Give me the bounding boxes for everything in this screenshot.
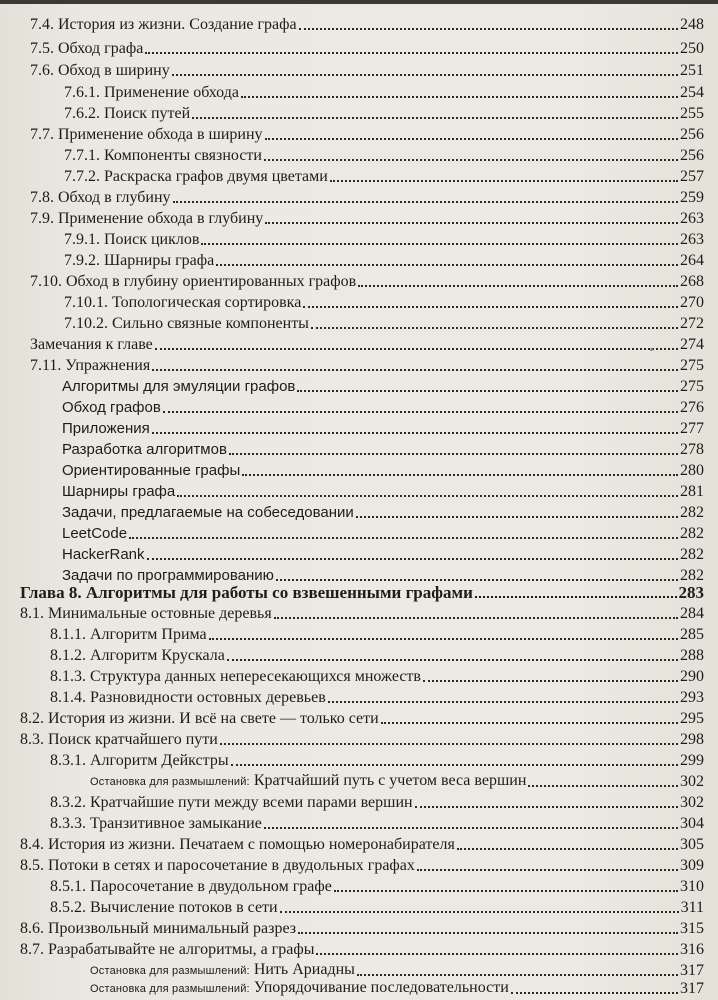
toc-entry-page: 263: [680, 210, 704, 227]
leader-dots: [423, 680, 678, 682]
reflection-title: Упорядочивание последовательности: [253, 979, 509, 996]
toc-entry: [62, 416, 704, 438]
toc-entry-page: 288: [680, 647, 704, 664]
leader-dots: [229, 453, 678, 455]
leader-dots: [274, 617, 678, 619]
leader-dots: [192, 117, 678, 119]
toc-entry-page: 317: [680, 962, 704, 979]
toc-entry-page: 316: [680, 941, 704, 958]
leader-dots: [298, 932, 678, 934]
toc-entry-page: 276: [680, 399, 704, 416]
toc-entry-title: Глава 8. Алгоритмы для работы со взвешенными графами: [20, 583, 473, 602]
leader-dots: [129, 537, 678, 539]
toc-entry-reflection: [90, 769, 704, 791]
toc-entry-title: 7.7.2. Раскраска графов двумя цветами: [64, 168, 328, 185]
leader-dots: [415, 806, 678, 808]
toc-entry: [50, 874, 704, 896]
toc-entry-title: 8.3.1. Алгоритм Дейкстры: [50, 752, 229, 769]
toc-entry: [64, 227, 704, 249]
leader-dots: [265, 138, 679, 140]
toc-entry: [30, 332, 704, 354]
toc-entry-page: 278: [680, 441, 704, 458]
toc-entry-title: 8.3. Поиск кратчайшего пути: [20, 731, 218, 748]
toc-entry-title: [90, 772, 526, 791]
reflection-prefix: Остановка для размышлений:: [90, 776, 250, 788]
toc-entry-page: 293: [680, 689, 704, 706]
toc-entry-page: 254: [680, 84, 704, 101]
toc-entry: [62, 458, 704, 480]
toc-entry-title: 8.3.2. Кратчайшие пути между всеми парами вершин: [50, 794, 413, 811]
toc-entry: [64, 80, 704, 102]
toc-entry: [30, 36, 704, 58]
toc-entry-page: 311: [680, 899, 704, 916]
toc-entry-title: 7.6.1. Применение обхода: [64, 84, 239, 101]
toc-entry: [62, 437, 704, 459]
leader-dots: [417, 869, 678, 871]
leader-dots: [280, 911, 679, 913]
toc-entry-page: 274: [680, 336, 704, 353]
toc-entry: [20, 916, 704, 938]
toc-entry: [64, 248, 704, 270]
leader-dots: [177, 495, 678, 497]
toc-entry: [20, 853, 704, 875]
toc-entry-title: 8.6. Произвольный минимальный разрез: [20, 920, 297, 937]
toc-entry: [20, 937, 704, 959]
toc-entry-title: 8.5. Потоки в сетях и паросочетание в двудольных графах: [20, 857, 415, 874]
leader-dots: [152, 369, 678, 371]
toc-entry-title: [90, 979, 509, 998]
toc-entry-page: 284: [680, 605, 704, 622]
toc-entry-title: 7.10.1. Топологическая сортировка: [64, 294, 302, 311]
leader-dots: [227, 659, 678, 661]
toc-entry-title: 7.7. Применение обхода в ширину: [30, 126, 263, 143]
toc-entry-page: 281: [680, 483, 704, 500]
leader-dots: [264, 827, 678, 829]
toc-entry-reflection: [90, 976, 704, 998]
toc-entry: [20, 727, 704, 749]
toc-entry-title: Шарниры графа: [62, 483, 176, 500]
toc-entry-page: 257: [680, 168, 704, 185]
toc-entry-title: HackerRank: [62, 546, 145, 563]
toc-entry-page: 309: [680, 857, 704, 874]
leader-dots: [528, 785, 678, 787]
toc-entry-title: 7.9.2. Шарниры графа: [64, 252, 215, 269]
leader-dots: [328, 701, 678, 703]
toc-entry-page: 317: [680, 980, 704, 997]
toc-entry: [64, 311, 704, 333]
toc-entry-title: 8.3.3. Транзитивное замыкание: [50, 815, 262, 832]
toc-entry-title: 7.7.1. Компоненты связности: [64, 147, 262, 164]
toc-entry-page: 282: [680, 567, 704, 584]
toc-entry: [50, 811, 704, 833]
leader-dots: [173, 201, 679, 203]
toc-entry-title: 8.2. История из жизни. И всё на свете — только сети: [20, 710, 379, 727]
toc-entry-page: 290: [680, 668, 704, 685]
toc-entry: [50, 895, 704, 917]
toc-entry-page: 272: [680, 315, 704, 332]
toc-entry-title: 8.1. Минимальные остовные деревья: [20, 605, 272, 622]
toc-entry-page: 310: [680, 878, 704, 895]
reflection-prefix: Остановка для размышлений:: [90, 965, 250, 977]
toc-entry-page: 268: [680, 273, 704, 290]
chapter-heading: [20, 580, 704, 602]
leader-dots: [242, 474, 678, 476]
toc-entry-page: 298: [680, 731, 704, 748]
toc-entry-page: 250: [680, 40, 704, 57]
toc-entry-page: 270: [680, 294, 704, 311]
leader-dots: [330, 180, 678, 182]
reflection-title: Нить Ариадны: [253, 961, 355, 978]
reflection-title: Кратчайший путь с учетом веса вершин: [253, 772, 527, 789]
toc-entry: [62, 395, 704, 417]
leader-dots: [147, 558, 678, 560]
toc-entry-title: 8.1.3. Структура данных непересекающихся множеств: [50, 668, 421, 685]
toc-entry-title: Задачи по программированию: [62, 567, 274, 584]
leader-dots: [152, 432, 678, 434]
toc-entry: [50, 622, 704, 644]
leader-dots: [201, 243, 678, 245]
paper-speck: [650, 348, 653, 351]
toc-entry: [50, 664, 704, 686]
leader-dots: [297, 390, 678, 392]
toc-entry: [64, 101, 704, 123]
toc-entry-title: Ориентированные графы: [62, 462, 241, 479]
leader-dots: [475, 596, 677, 598]
toc-entry: [62, 500, 704, 522]
reflection-prefix: Остановка для размышлений:: [90, 983, 250, 995]
toc-entry-title: 8.1.4. Разновидности остовных деревьев: [50, 689, 326, 706]
leader-dots: [303, 306, 678, 308]
toc-entry: [62, 521, 704, 543]
toc-entry: [30, 185, 704, 207]
toc-entry: [20, 601, 704, 623]
toc-entry-title: 7.9. Применение обхода в глубину: [30, 210, 264, 227]
toc-entry: [62, 542, 704, 564]
toc-entry-title: 8.4. История из жизни. Печатаем с помощью номеронабирателя: [20, 836, 455, 853]
toc-entry-title: LeetCode: [62, 525, 128, 542]
toc-entry-title: 7.9.1. Поиск циклов: [64, 231, 200, 248]
toc-entry-title: 7.10.2. Сильно связные компоненты: [64, 315, 309, 332]
toc-entry-page: 299: [680, 752, 704, 769]
toc-entry-page: 295: [680, 710, 704, 727]
toc-entry: [30, 12, 704, 34]
toc-entry: [50, 748, 704, 770]
toc-entry-title: Приложения: [62, 420, 150, 437]
leader-dots: [334, 890, 678, 892]
toc-entry-page: 248: [680, 16, 704, 33]
leader-dots: [316, 953, 678, 955]
toc-entry-page: 282: [680, 546, 704, 563]
leader-dots: [231, 764, 678, 766]
leader-dots: [163, 411, 678, 413]
toc-entry-title: Алгоритмы для эмуляции графов: [62, 378, 296, 395]
toc-entry-page: 259: [680, 189, 704, 206]
leader-dots: [172, 74, 678, 76]
toc-entry-page: 264: [680, 252, 704, 269]
toc-entry-title: 7.6.2. Поиск путей: [64, 105, 191, 122]
toc-entry: [62, 479, 704, 501]
toc-entry-page: 302: [680, 773, 704, 790]
toc-entry: [50, 790, 704, 812]
leader-dots: [511, 992, 678, 994]
toc-entry-title: Обход графов: [62, 399, 161, 416]
toc-entry-page: 275: [680, 378, 704, 395]
toc-entry: [30, 353, 704, 375]
toc-entry: [30, 122, 704, 144]
toc-entry-title: 7.8. Обход в глубину: [30, 189, 171, 206]
toc-entry-title: 8.5.1. Паросочетание в двудольном графе: [50, 878, 332, 895]
leader-dots: [356, 516, 678, 518]
leader-dots: [457, 848, 678, 850]
toc-entry-title: 8.1.1. Алгоритм Прима: [50, 626, 207, 643]
toc-entry: [50, 685, 704, 707]
toc-entry: [62, 374, 704, 396]
leader-dots: [381, 722, 678, 724]
toc-entry-page: 277: [680, 420, 704, 437]
leader-dots: [358, 285, 678, 287]
toc-entry: [64, 164, 704, 186]
toc-entry-title: 7.11. Упражнения: [30, 357, 151, 374]
toc-entry-page: 282: [680, 525, 704, 542]
toc-entry-title: Задачи, предлагаемые на собеседовании: [62, 504, 354, 521]
toc-entry-title: 8.5.2. Вычисление потоков в сети: [50, 899, 278, 916]
toc-entry-title: 8.1.2. Алгоритм Крускала: [50, 647, 225, 664]
toc-entry-title: 8.7. Разрабатывайте не алгоритмы, а графы: [20, 941, 315, 958]
toc-entry-page: 305: [680, 836, 704, 853]
leader-dots: [264, 159, 678, 161]
toc-entry-title: Разработка алгоритмов: [62, 441, 227, 458]
toc-entry: [20, 832, 704, 854]
leader-dots: [299, 28, 678, 30]
toc-entry: [50, 643, 704, 665]
toc-entry-page: 302: [680, 794, 704, 811]
toc-entry-title: 7.10. Обход в глубину ориентированных графов: [30, 273, 357, 290]
toc-entry-page: 304: [680, 815, 704, 832]
toc-entry-title: 7.5. Обход графа: [30, 40, 144, 57]
toc-entry: [20, 706, 704, 728]
toc-entry-page: 275: [680, 357, 704, 374]
toc-entry-page: 263: [680, 231, 704, 248]
leader-dots: [216, 264, 678, 266]
toc-entry-title: 7.4. История из жизни. Создание графа: [30, 16, 297, 33]
toc-entry-page: 256: [680, 126, 704, 143]
toc-entry-page: 280: [680, 462, 704, 479]
leader-dots: [311, 327, 678, 329]
toc-entry-title: Замечания к главе: [30, 336, 153, 353]
leader-dots: [209, 638, 678, 640]
toc-entry-page: 283: [678, 583, 704, 602]
toc-entry: [30, 269, 704, 291]
toc-entry: [64, 290, 704, 312]
toc-entry-page: 285: [680, 626, 704, 643]
leader-dots: [145, 52, 678, 54]
toc-entry-page: 255: [680, 105, 704, 122]
toc-entry-page: 256: [680, 147, 704, 164]
toc-entry-page: 251: [680, 62, 704, 79]
leader-dots: [220, 743, 678, 745]
toc-entry: [30, 206, 704, 228]
toc-entry-title: 7.6. Обход в ширину: [30, 62, 170, 79]
toc-entry: [30, 58, 704, 80]
leader-dots: [265, 222, 678, 224]
toc-entry-page: 282: [680, 504, 704, 521]
leader-dots: [241, 96, 678, 98]
toc-entry-page: 315: [680, 920, 704, 937]
leader-dots: [155, 348, 678, 350]
toc-entry: [64, 143, 704, 165]
